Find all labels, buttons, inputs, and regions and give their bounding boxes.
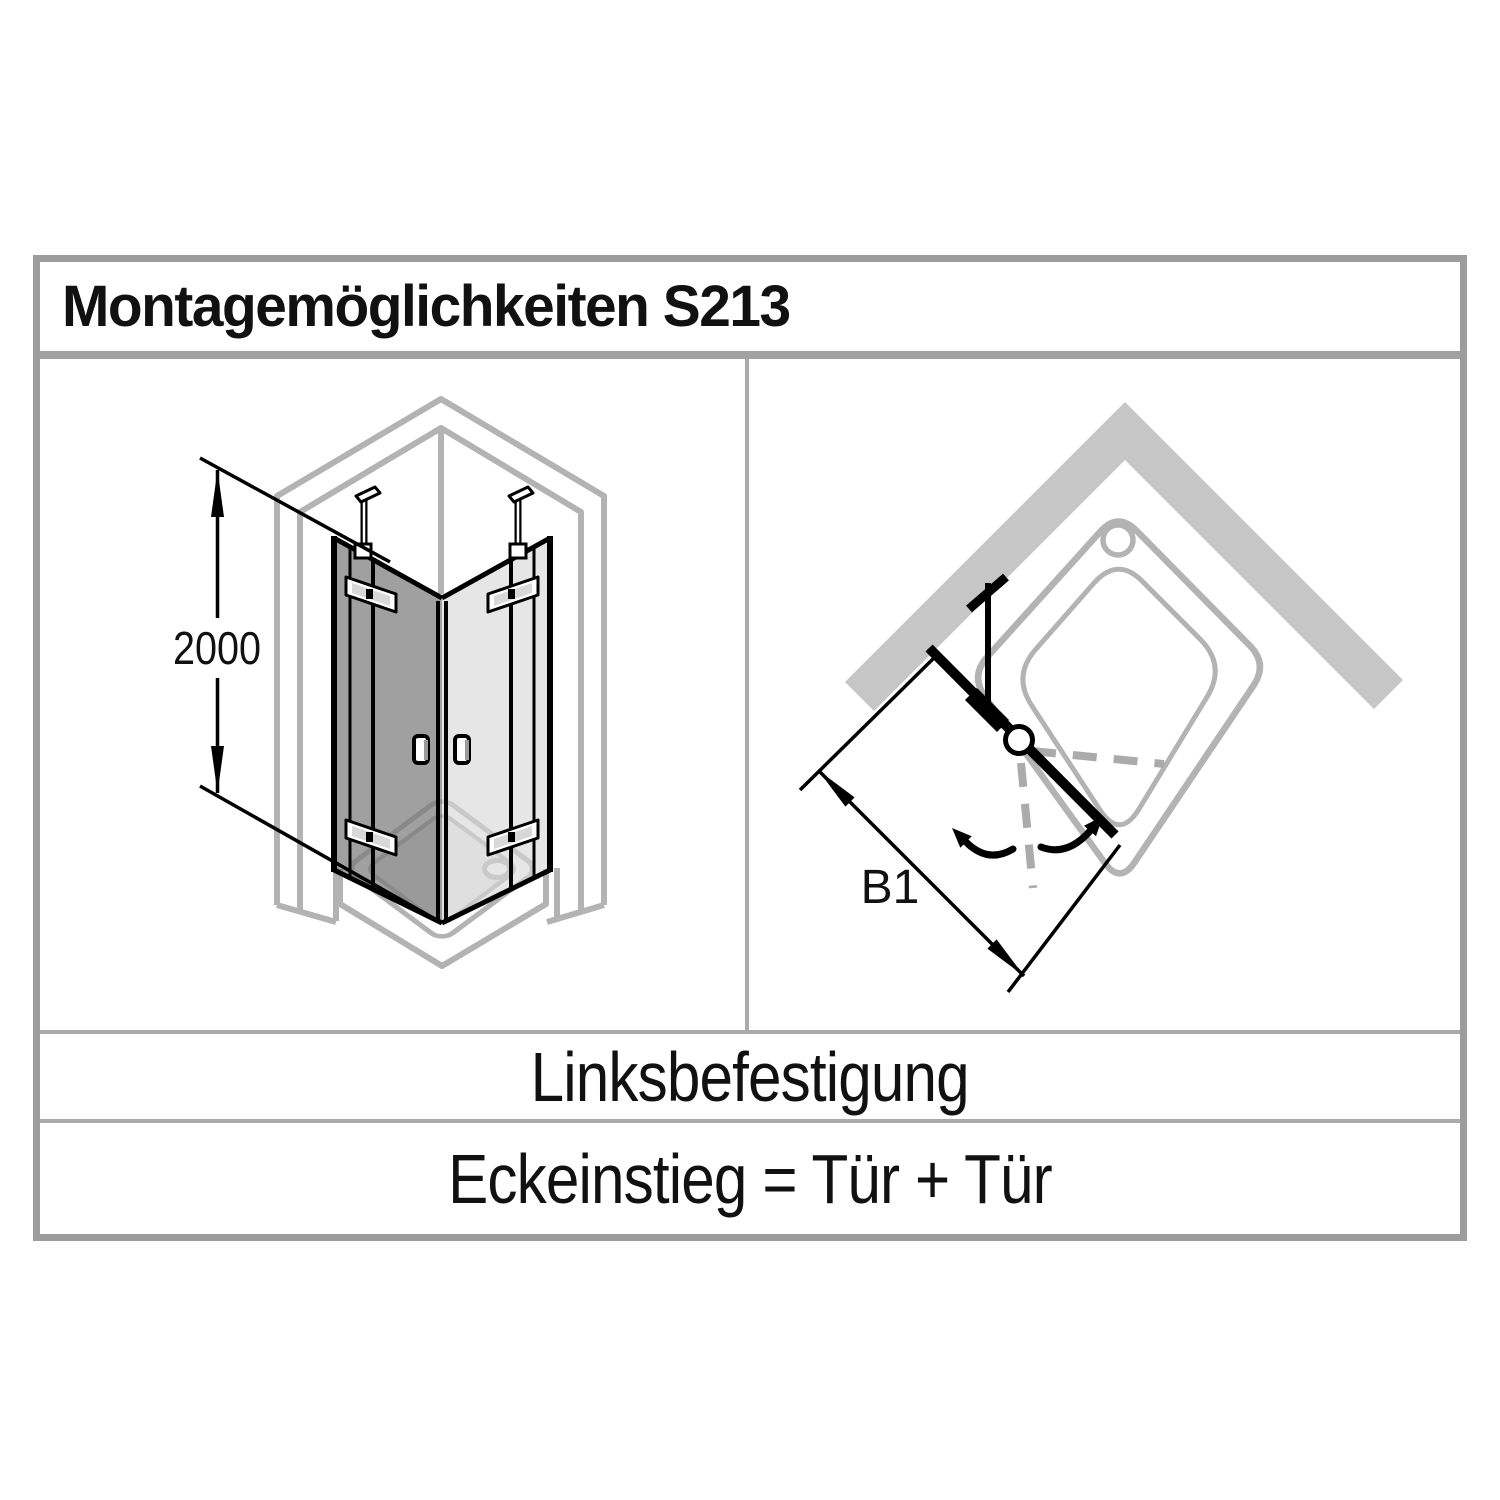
ceiling-rod-left [355, 487, 380, 558]
table-frame [33, 255, 1467, 1241]
tray-outline [978, 521, 1260, 873]
shower-plan-view-drawing [749, 359, 1460, 1030]
door-handle-left [414, 736, 428, 763]
arrow-upleft-icon [818, 770, 855, 807]
caption-row-configuration [40, 1123, 1460, 1234]
diagram-row [40, 359, 1460, 1034]
configuration-label: Eckeinstieg = Tür + Tür [448, 1139, 1052, 1218]
door-handle-right [455, 736, 469, 763]
drain-icon [1103, 525, 1133, 555]
diagram-cell-right [749, 359, 1460, 1030]
arrow-downright-icon [987, 939, 1024, 976]
door-open-dashed-down [1021, 763, 1033, 888]
page-title: Montagemöglichkeiten S213 [62, 274, 790, 339]
caption-row-mounting [40, 1034, 1460, 1123]
arrow-down-icon [211, 746, 224, 793]
title-row [40, 262, 1460, 359]
arrow-up-icon [211, 470, 224, 517]
mounting-side-label: Linksbefestigung [530, 1037, 970, 1116]
pivot-point [1006, 727, 1033, 754]
width-dimension-label: B1 [860, 861, 920, 914]
diagram-cell-left [40, 359, 749, 1030]
swing-arc-left [952, 828, 1013, 855]
height-dimension-label: 2000 [173, 622, 261, 674]
shower-isometric-drawing [40, 359, 745, 1030]
